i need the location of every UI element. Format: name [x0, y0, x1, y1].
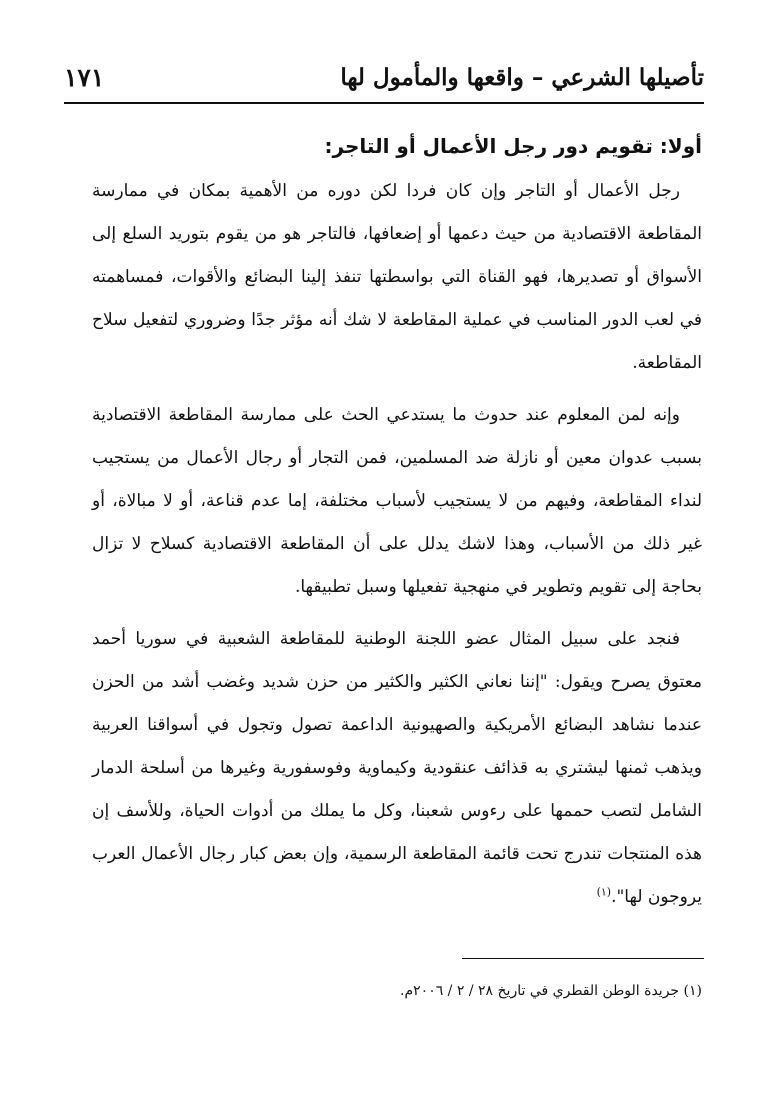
footnote: (١) جريدة الوطن القطري في تاريخ ٢٨ / ٢ / ٢٠٠٦م. — [400, 983, 702, 999]
body-text — [92, 124, 702, 928]
paragraph-1: رجل الأعمال أو التاجر وإن كان فردا لكن دوره من الأهمية بمكان في ممارسة المقاطعة الاقتصادية من حيث دعمها أو إضعافها، فالتاجر هو من يقوم بتوريد السلع إلى الأسواق أو تصديرها، فهو القناة التي بواسطتها تنفذ إلينا البضائع والأقوات، فمساهمته في لعب الدور المناسب في عملية المقاطعة لا شك أنه مؤثر جدًا وضروري لتفعيل سلاح المقاطعة. — [92, 181, 702, 373]
quote-text: فنجد على سبيل المثال عضو اللجنة الوطنية للمقاطعة الشعبية في سوريا أحمد معتوق يصرح ويقول: "إننا نعاني الكثير والكثير من حزن شديد وغضب أشد من الحزن عندما نشاهد البضائع الأمريكية والصهيونية الداعمة تصول وتجول في أسواقنا العربية ويذهب ثمنها ليشتري به قذائف عنقودية وكيماوية وفوسفورية وغيرها من أسلحة الدمار الشامل لتصب حممها على رءوس شعبنا، وكل ما يملك من أدوات الحياة، وللأسف إن هذه المنتجات تندرج تحت قائمة المقاطعة الرسمية، وإن بعض كبار رجال الأعمال العرب يروجون لها". — [92, 629, 702, 907]
section-heading: أولا: تقويم دور رجل الأعمال أو التاجر: — [324, 134, 702, 158]
running-header — [64, 52, 704, 100]
footnote-rule — [462, 958, 704, 959]
page-number: ١٧١ — [64, 63, 105, 92]
header-rule — [64, 102, 704, 104]
header-title: تأصيلها الشرعي – واقعها والمأمول لها — [340, 64, 704, 91]
paragraph-2: وإنه لمن المعلوم عند حدوث ما يستدعي الحث على ممارسة المقاطعة الاقتصادية بسبب عدوان معين أو نازلة ضد المسلمين، فمن التجار أو رجال الأعمال من يستجيب لنداء المقاطعة، وفيهم من لا يستجيب لأسباب مختلفة، إما عدم قناعة، أو لا مبالاة، أو غير ذلك من الأسباب، وهذا لاشك يدلل على أن المقاطعة الاقتصادية كسلاح لا تزال بحاجة إلى تقويم وتطوير في منهجية تفعيلها وسبل تطبيقها. — [92, 405, 702, 597]
paragraph-3 — [92, 618, 702, 919]
footnote-reference[interactable]: (١) — [596, 885, 612, 899]
